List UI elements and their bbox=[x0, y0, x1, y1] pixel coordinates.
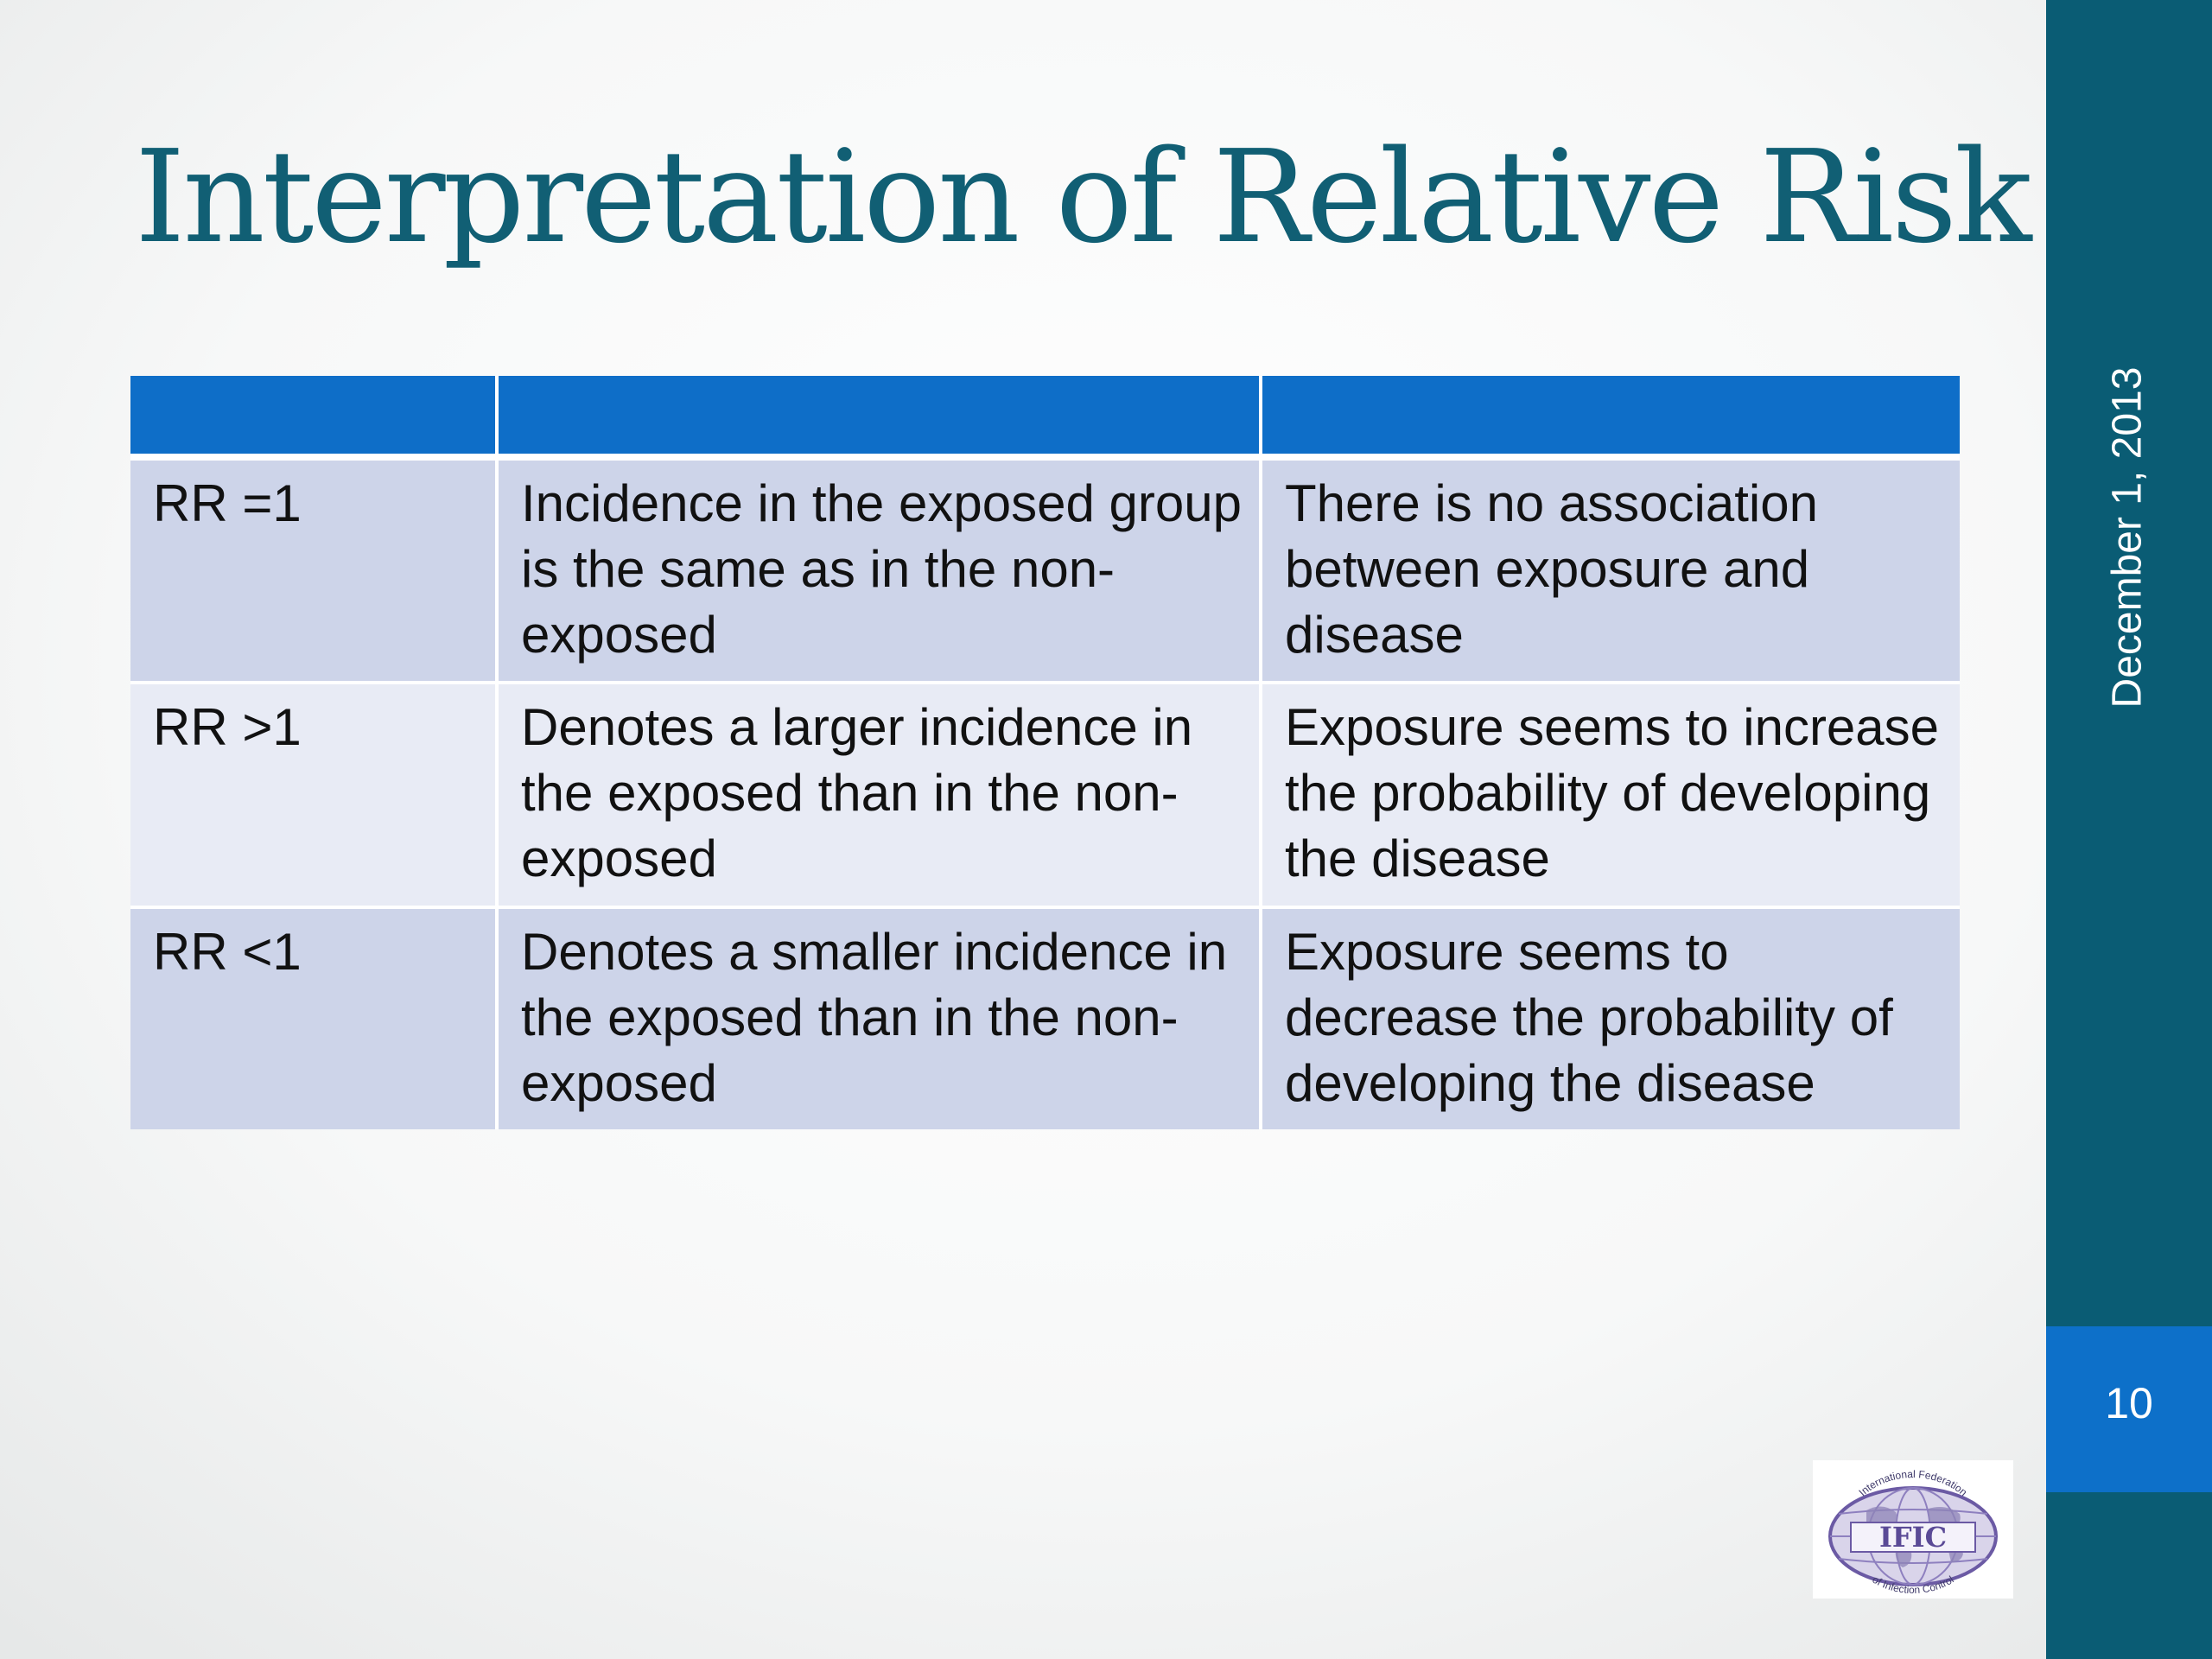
incidence-cell: Incidence in the exposed group is the same as in the non-exposed bbox=[499, 461, 1262, 684]
svg-text:International Federation: International Federation bbox=[1856, 1467, 1970, 1499]
page-number: 10 bbox=[2105, 1379, 2153, 1427]
table-header-cell bbox=[130, 376, 499, 461]
interpretation-cell: Exposure seems to decrease the probability of developing the disease bbox=[1262, 909, 1960, 1129]
table-row bbox=[130, 461, 1960, 684]
slide-title: Interpretation of Relative Risk bbox=[135, 123, 2030, 271]
rr-value-cell: RR =1 bbox=[130, 461, 499, 684]
table-header-cell bbox=[499, 376, 1262, 461]
rr-value-cell: RR >1 bbox=[130, 684, 499, 908]
table-row bbox=[130, 684, 1960, 908]
rr-value-cell: RR <1 bbox=[130, 909, 499, 1129]
incidence-cell: Denotes a smaller incidence in the exposed than in the non-exposed bbox=[499, 909, 1262, 1129]
relative-risk-table bbox=[130, 376, 1960, 1129]
incidence-cell: Denotes a larger incidence in the exposed than in the non-exposed bbox=[499, 684, 1262, 908]
slide-date: December 1, 2013 bbox=[2104, 366, 2151, 709]
page-number-box bbox=[2046, 1326, 2212, 1492]
svg-text:IFIC: IFIC bbox=[1878, 1521, 1948, 1554]
globe-logo-icon bbox=[1813, 1460, 2013, 1599]
ific-logo bbox=[1813, 1460, 2013, 1599]
table-row bbox=[130, 909, 1960, 1129]
interpretation-cell: There is no association between exposure and disease bbox=[1262, 461, 1960, 684]
table-header-cell bbox=[1262, 376, 1960, 461]
svg-text:of Infection Control: of Infection Control bbox=[1870, 1573, 1956, 1597]
interpretation-cell: Exposure seems to increase the probability of developing the disease bbox=[1262, 684, 1960, 908]
table-header-row bbox=[130, 376, 1960, 461]
